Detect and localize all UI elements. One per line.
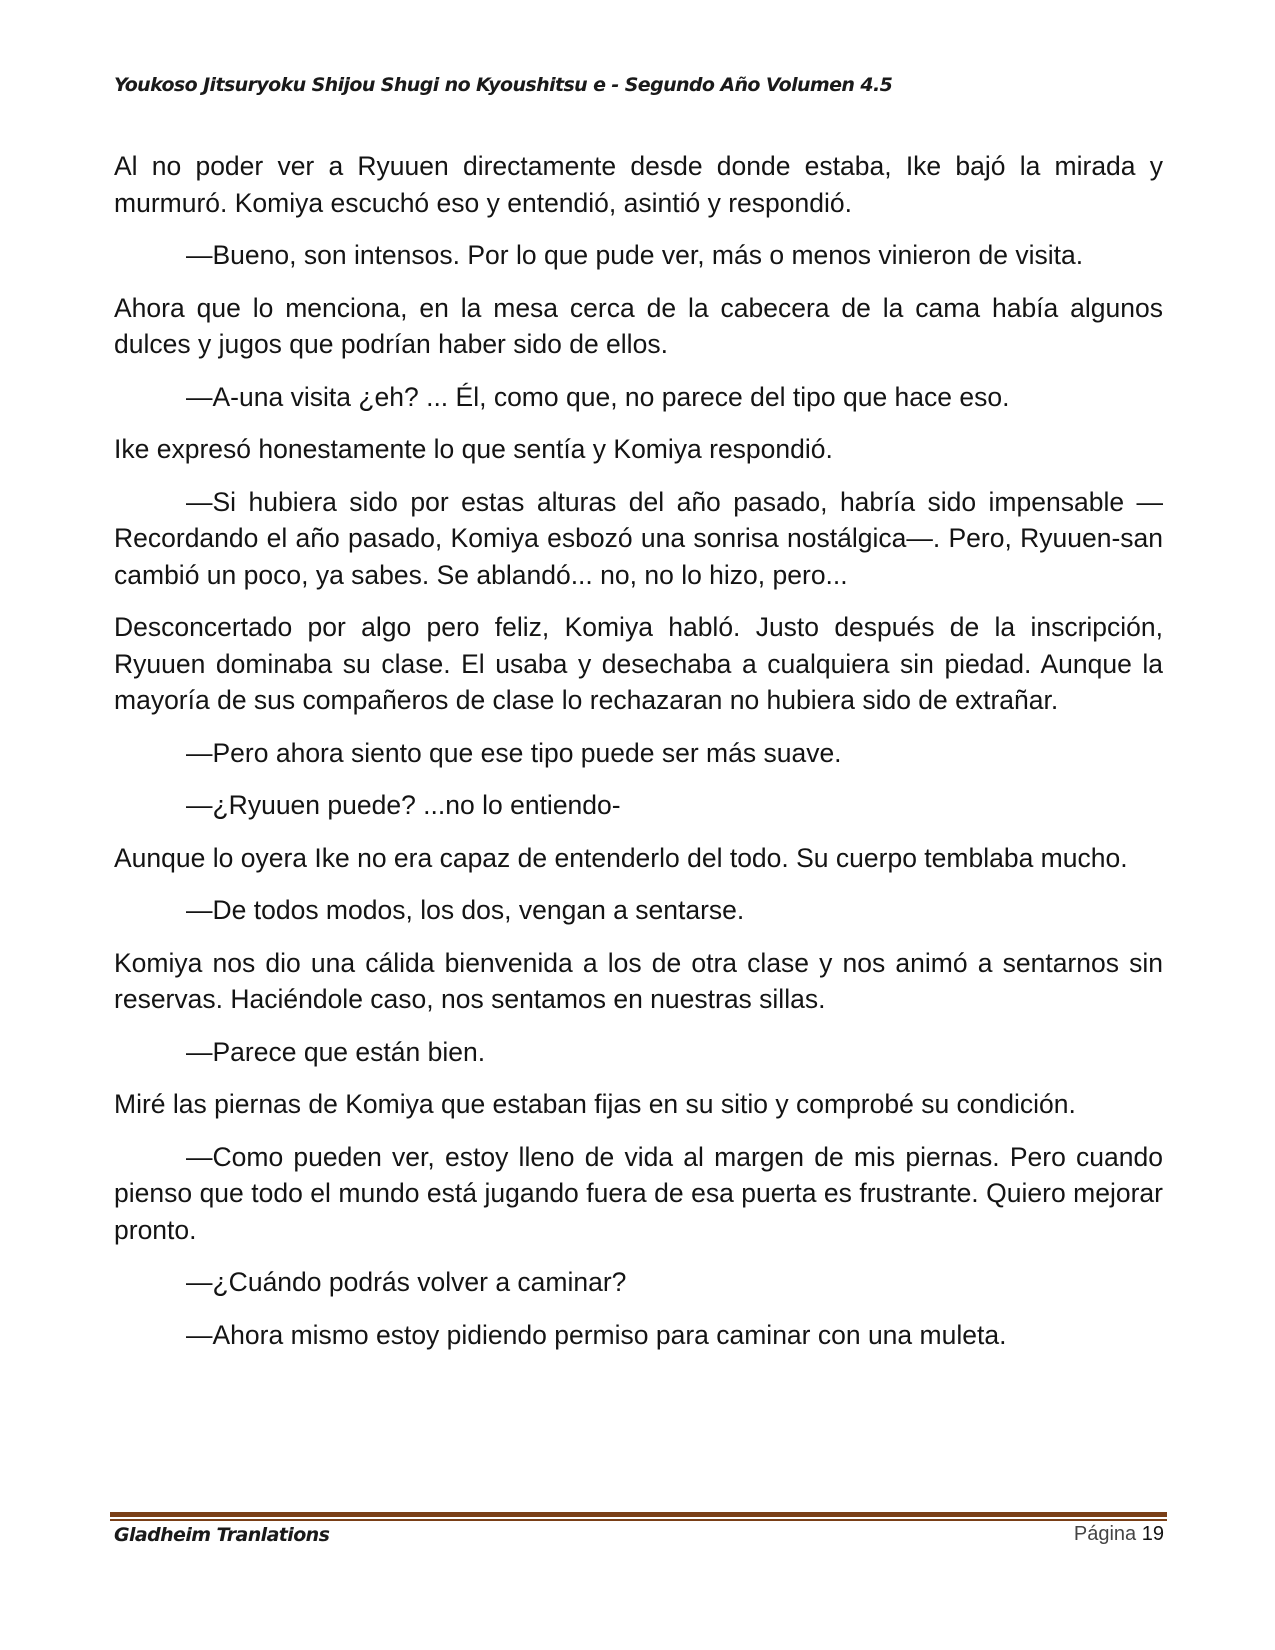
paragraph-dialogue: —Como pueden ver, estoy lleno de vida al margen de mis piernas. Pero cuando pienso que todo el mundo está jugando fuera de esa puerta es frustrante. Quiero mejorar pronto. [114, 1141, 1163, 1245]
footer-translator: Gladheim Tranlations [114, 1524, 330, 1546]
paragraph-dialogue: —De todos modos, los dos, vengan a sentarse. [186, 895, 745, 925]
footer-page-indicator [1074, 1523, 1164, 1546]
paragraph-dialogue: —Ahora mismo estoy pidiendo permiso para caminar con una muleta. [186, 1319, 1007, 1350]
footer-divider-thin [110, 1519, 1167, 1521]
paragraph-narration: Ike expresó honestamente lo que sentía y Komiya respondió. [114, 434, 833, 464]
body-text [114, 148, 1163, 1369]
paragraph-dialogue: —Pero ahora siento que ese tipo puede ser más suave. [186, 737, 842, 768]
paragraph-dialogue: —¿Cuándo podrás volver a caminar? [186, 1267, 627, 1297]
paragraph-narration: Desconcertado por algo pero feliz, Komiya habló. Justo después de la inscripción, Ryuuen dominaba su clase. El usaba y desechaba a cualquiera sin piedad. Aunque la mayoría de sus compañeros de clase lo rechazaran no hubiera sido de extrañar. [114, 612, 1163, 715]
page-header-title: Youkoso Jitsuryoku Shijou Shugi no Kyoushitsu e - Segundo Año Volumen 4.5 [114, 74, 893, 96]
paragraph-dialogue: —Parece que están bien. [186, 1036, 486, 1067]
paragraph-narration: Aunque lo oyera Ike no era capaz de entenderlo del todo. Su cuerpo temblaba mucho. [114, 842, 1128, 873]
footer-divider [110, 1512, 1167, 1521]
paragraph-narration: Al no poder ver a Ryuuen directamente desde donde estaba, Ike bajó la mirada y murmuró. Komiya escuchó eso y entendió, asintió y respondió. [114, 151, 1163, 218]
paragraph-dialogue: —A-una visita ¿eh? ... Él, como que, no parece del tipo que hace eso. [186, 381, 1010, 412]
paragraph-dialogue: —Bueno, son intensos. Por lo que pude ver, más o menos vinieron de visita. [186, 240, 1084, 270]
page-number: 19 [1141, 1523, 1164, 1545]
page-label: Página [1073, 1523, 1137, 1545]
paragraph-narration: Ahora que lo menciona, en la mesa cerca de la cabecera de la cama había algunos dulces y jugos que podrían haber sido de ellos. [114, 292, 1163, 359]
paragraph-dialogue: —¿Ryuuen puede? ...no lo entiendo- [186, 790, 621, 820]
paragraph-narration: Miré las piernas de Komiya que estaban fijas en su sitio y comprobé su condición. [114, 1089, 1076, 1119]
paragraph-dialogue: —Si hubiera sido por estas alturas del año pasado, habría sido impensable —Recordando el año pasado, Komiya esbozó una sonrisa nostálgica—. Pero, Ryuuen-san cambió un poco, ya sabes. Se ablandó... no, no lo hizo, pero... [114, 486, 1163, 590]
paragraph-narration: Komiya nos dio una cálida bienvenida a los de otra clase y nos animó a sentarnos sin reservas. Haciéndole caso, nos sentamos en nuestras sillas. [114, 947, 1163, 1014]
